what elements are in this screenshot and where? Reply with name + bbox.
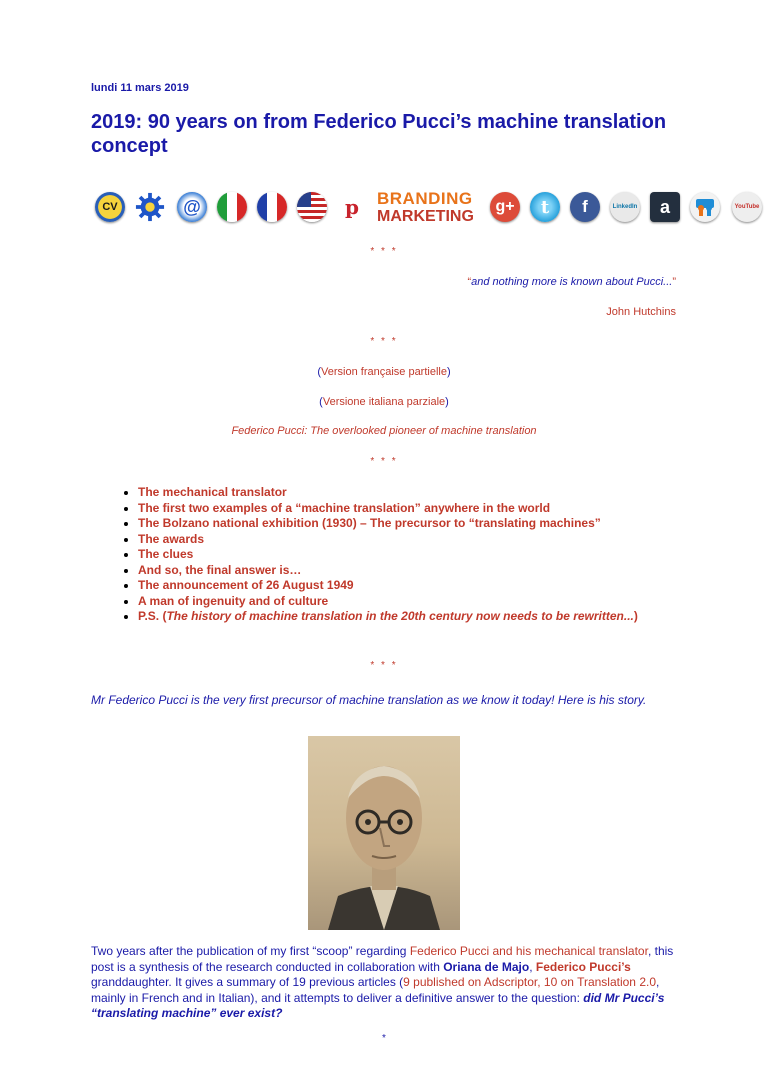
- facebook-icon[interactable]: f: [570, 192, 600, 222]
- quote-author: John Hutchins: [606, 306, 676, 318]
- paren-open: (: [319, 396, 323, 408]
- french-version-line: [0, 366, 768, 378]
- france-flag-icon[interactable]: [257, 192, 287, 222]
- toc-item[interactable]: • The first two examples of a “machine translation” anywhere in the world: [138, 501, 698, 517]
- synthesis-paragraph: Two years after the publication of my first “scoop” regarding Federico Pucci and his mechanical translator, this post is a synthesis of the research conducted in collaboration with Oriana de Majo, Federico Pucci’s granddaughter. It gives a summary of 19 previous articles (9 published on Adscriptor, 10 on Translation 2.0, mainly in French and in Italian), and it attempts to deliver a definitive answer to the question: did Mr Pucci’s “translating machine” ever exist?: [91, 944, 674, 1020]
- quote-close-mark: ”: [672, 276, 676, 288]
- paren-open: (: [317, 366, 322, 378]
- toc-item[interactable]: • A man of ingenuity and of culture: [138, 594, 698, 610]
- oriana-de-majo-name: Oriana de Majo: [443, 959, 530, 974]
- previous-articles-link[interactable]: 9 published on Adscriptor, 10 on Translation 2.0: [403, 975, 656, 989]
- post-date: lundi 11 mars 2019: [91, 82, 189, 94]
- hutchins-quote: [467, 276, 676, 288]
- toc-item[interactable]: • The Bolzano national exhibition (1930) – The precursor to “translating machines”: [138, 516, 698, 532]
- toc-item[interactable]: • The clues: [138, 547, 698, 563]
- cv-icon[interactable]: CV: [95, 192, 125, 222]
- paren-close: ): [446, 366, 451, 378]
- linkedin-icon[interactable]: LinkedIn: [610, 192, 640, 222]
- italian-version-link[interactable]: Versione italiana parziale: [322, 396, 446, 408]
- key-question: did Mr Pucci’s “translating machine” ever exist?: [91, 990, 665, 1020]
- quote-text: and nothing more is known about Pucci...: [471, 276, 673, 288]
- table-of-contents: [90, 485, 698, 625]
- toc-item[interactable]: • And so, the final answer is…: [138, 563, 698, 579]
- slideshare-icon[interactable]: [690, 192, 720, 222]
- pucci-translator-link[interactable]: Federico Pucci and his mechanical translator: [409, 944, 648, 958]
- paren-close: ): [445, 396, 449, 408]
- separator-2: * * *: [370, 336, 398, 347]
- lone-asterisk: *: [382, 1033, 386, 1044]
- intro-paragraph: Mr Federico Pucci is the very first precursor of machine translation as we know it today! Here is his story.: [91, 693, 647, 707]
- twitter-icon[interactable]: t: [530, 192, 560, 222]
- italian-version-line: [0, 396, 768, 408]
- amazon-icon[interactable]: a: [650, 192, 680, 222]
- usa-flag-icon[interactable]: [297, 192, 327, 222]
- marketing-label: MARKETING: [377, 208, 474, 225]
- toc-item[interactable]: • The awards: [138, 532, 698, 548]
- pucci-name: Federico Pucci’s: [535, 959, 631, 974]
- post-title[interactable]: 2019: 90 years on from Federico Pucci’s machine translation concept: [91, 111, 667, 157]
- federico-pucci-portrait: [308, 736, 460, 930]
- separator-3: * * *: [370, 456, 398, 467]
- google-plus-icon[interactable]: g+: [490, 192, 520, 222]
- pioneer-link[interactable]: Federico Pucci: The overlooked pioneer of machine translation: [231, 425, 537, 437]
- toc-item[interactable]: • The mechanical translator: [138, 485, 698, 501]
- french-version-link[interactable]: Version française partielle: [321, 366, 447, 378]
- youtube-icon[interactable]: YouTube: [732, 192, 762, 222]
- toc-item[interactable]: • The announcement of 26 August 1949: [138, 578, 698, 594]
- quote-open-mark: “: [467, 276, 472, 288]
- separator-4: * * *: [370, 660, 398, 671]
- gear-icon[interactable]: [135, 192, 165, 222]
- toc-item-ps[interactable]: • P.S. (The history of machine translation in the 20th century now needs to be rewritten...): [138, 609, 698, 625]
- social-icon-bar: [95, 188, 765, 230]
- pinterest-icon[interactable]: p: [337, 192, 367, 222]
- at-sign-icon[interactable]: @: [177, 192, 207, 222]
- separator-1: * * *: [370, 246, 398, 257]
- branding-label: BRANDING: [377, 189, 473, 208]
- italy-flag-icon[interactable]: [217, 192, 247, 222]
- branding-marketing-logo[interactable]: [377, 190, 481, 226]
